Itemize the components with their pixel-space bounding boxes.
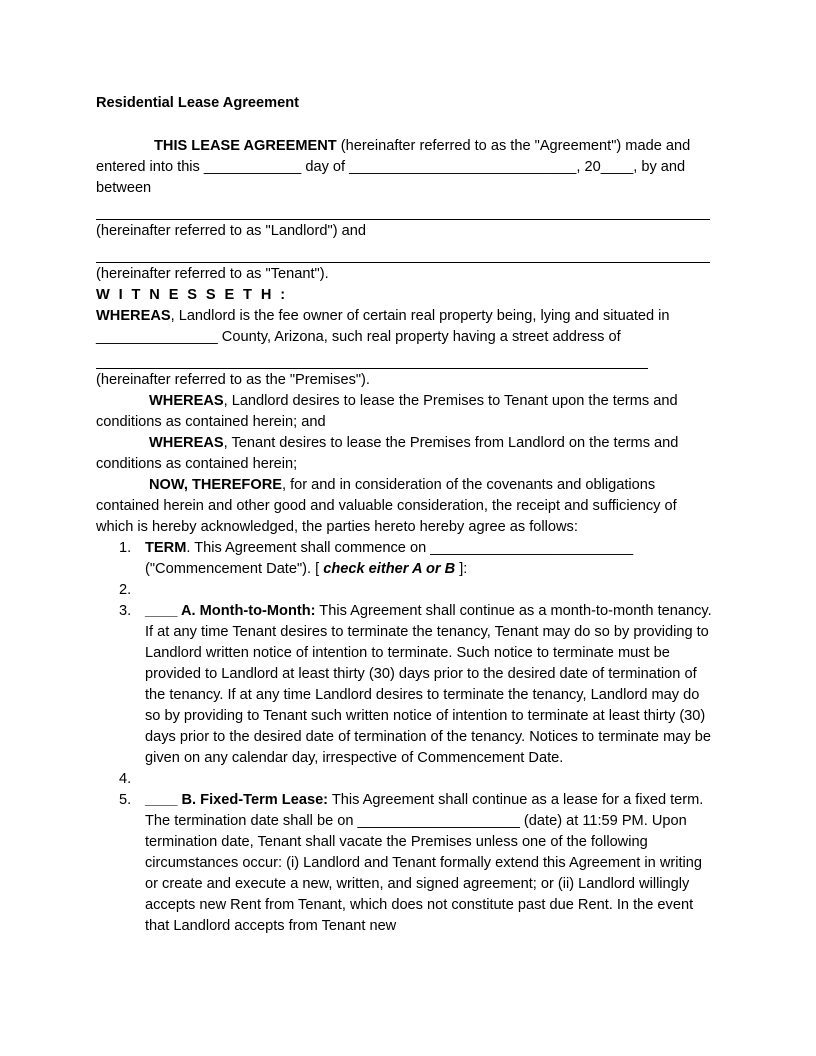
list-item-empty-4 <box>96 769 716 790</box>
month-to-month-label: ____ A. Month-to-Month: <box>145 603 316 619</box>
premises-reference: (hereinafter referred to as the "Premises"). <box>96 372 370 388</box>
fixed-term-text: This Agreement shall continue as a lease for a fixed term. The termination date shall be on ____________________ (date) at 11:59 PM. Upon termination date, Tenant shall vacate the Premises unless one of the following circumstances occur: (i) Landlord and Tenant formally extend this Agreement in writing or create and execute a new, written, and signed agreement; or (ii) Landlord willingly accepts new Rent from Tenant, which does not constitute past due Rent. In the event that Landlord accepts from Tenant new <box>145 792 704 934</box>
whereas-2-label: WHEREAS <box>149 393 224 409</box>
fixed-term-label: ____ B. Fixed-Term Lease: <box>145 792 329 808</box>
list-item-number: 1. <box>119 540 132 556</box>
landlord-name-line <box>96 199 710 220</box>
term-instruction: check either A or B <box>323 561 456 577</box>
whereas-1-label: WHEREAS <box>96 308 171 324</box>
landlord-reference: (hereinafter referred to as "Landlord") and <box>96 223 366 239</box>
whereas-3-text: , Tenant desires to lease the Premises from Landlord on the terms and conditions as contained herein; <box>96 435 679 472</box>
whereas-2-text: , Landlord desires to lease the Premises to Tenant upon the terms and conditions as contained herein; and <box>96 393 678 430</box>
whereas-1-text: , Landlord is the fee owner of certain real property being, lying and situated in _______________ County, Arizona, such real property having a street address of <box>96 308 670 345</box>
whereas-paragraph-2 <box>96 391 716 433</box>
document-title: Residential Lease Agreement <box>96 95 300 111</box>
list-item-fixed-term <box>96 790 716 937</box>
list-item-number: 2. <box>119 582 132 598</box>
list-item-number: 3. <box>119 603 132 619</box>
witnesseth-heading: W I T N E S S E T H : <box>96 287 288 303</box>
list-item-term <box>96 538 716 580</box>
now-therefore-text: , for and in consideration of the covenants and obligations contained herein and other good and valuable consideration, the receipt and sufficiency of which is hereby acknowledged, the parties hereto hereby agree as follows: <box>96 477 677 535</box>
list-item-month-to-month <box>96 601 716 769</box>
tenant-reference: (hereinafter referred to as "Tenant"). <box>96 266 329 282</box>
list-item-number: 4. <box>119 771 132 787</box>
whereas-paragraph-1 <box>96 306 716 348</box>
intro-text: (hereinafter referred to as the "Agreement") made and entered into this ____________ day of ____________________________, 20____, by and between <box>96 138 691 196</box>
month-to-month-text: This Agreement shall continue as a month-to-month tenancy. If at any time Tenant desires to terminate the tenancy, Tenant may do so by providing to Landlord written notice of intention to terminate. Such notice to terminate must be provided to Landlord at least thirty (30) days prior to the desired date of termination of the tenancy. If at any time Landlord desires to terminate the tenancy, Landlord may do so by providing to Tenant such written notice of intention to terminate at least thirty (30) days prior to the desired date of termination of the tenancy. Notices to terminate may be given on any calendar day, irrespective of Commencement Date. <box>145 603 712 766</box>
whereas-3-label: WHEREAS <box>149 435 224 451</box>
now-therefore-paragraph <box>96 475 716 538</box>
document-page <box>96 93 716 937</box>
terms-list <box>96 538 716 937</box>
whereas-paragraph-3 <box>96 433 716 475</box>
intro-lead: THIS LEASE AGREEMENT <box>154 138 337 154</box>
list-item-empty-2 <box>96 580 716 601</box>
intro-paragraph <box>96 136 716 199</box>
list-item-number: 5. <box>119 792 132 808</box>
term-tail: ]: <box>455 561 468 577</box>
tenant-name-line <box>96 242 710 263</box>
street-address-line <box>96 348 648 369</box>
term-label: TERM <box>145 540 187 556</box>
now-therefore-label: NOW, THEREFORE <box>149 477 282 493</box>
term-text: . This Agreement shall commence on _________________________ ("Commencement Date"). [ <box>145 540 634 577</box>
